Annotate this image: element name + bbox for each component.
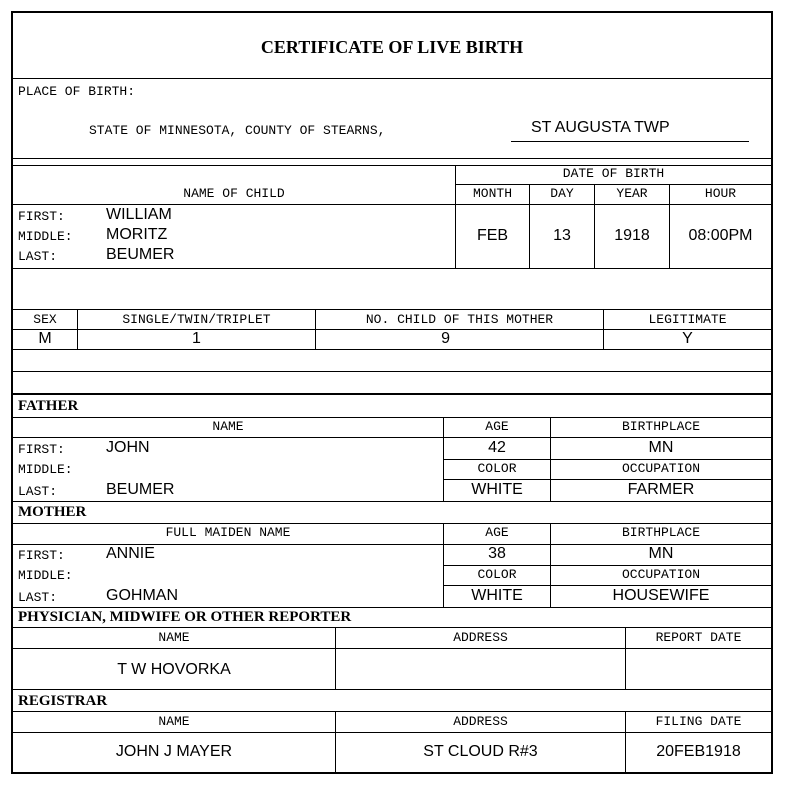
father-age-header: AGE [485,419,509,434]
divider [13,165,771,166]
physician-section-title: PHYSICIAN, MIDWIFE OR OTHER REPORTER [18,609,352,625]
divider [443,417,444,501]
child-last-name: BEUMER [106,246,175,263]
father-middle-label: MIDDLE: [18,462,73,477]
divider [443,565,771,566]
father-last-label: LAST: [18,484,58,499]
divider [443,585,771,586]
divider [335,711,336,772]
registrar-name-header: NAME [158,714,190,729]
father-first-label: FIRST: [18,442,65,457]
divider [13,689,771,690]
mother-occupation-header: OCCUPATION [621,567,700,582]
sex-header: SEX [33,312,57,327]
divider [669,184,670,268]
divider [455,184,771,185]
registrar-date-header: FILING DATE [655,714,742,729]
birth-certificate [11,11,773,774]
divider [13,711,771,712]
father-birthplace: MN [648,439,674,456]
registrar-filing-date: 20FEB1918 [656,743,741,760]
child-number-header: NO. CHILD OF THIS MOTHER [365,312,554,327]
physician-date-header: REPORT DATE [655,630,742,645]
registrar-section-title: REGISTRAR [18,693,108,709]
mother-birthplace: MN [648,545,674,562]
father-section-title: FATHER [18,398,79,414]
mother-age-header: AGE [485,525,509,540]
child-first-name: WILLIAM [106,206,172,223]
divider [315,309,316,349]
child-name-header: NAME OF CHILD [183,186,285,201]
dob-hour: 08:00PM [688,227,753,244]
dob-year-header: YEAR [616,186,648,201]
father-age: 42 [488,439,506,456]
divider [550,417,551,501]
divider [13,371,771,372]
divider [594,184,595,268]
divider [443,523,444,607]
physician-name-header: NAME [158,630,190,645]
mother-first-name: ANNIE [106,545,155,562]
dob-day-header: DAY [550,186,574,201]
divider [13,349,771,350]
mother-section-title: MOTHER [18,504,87,520]
father-first-name: JOHN [106,439,150,456]
divider [443,479,771,480]
father-color-header: COLOR [477,461,517,476]
divider [13,158,771,159]
mother-occupation: HOUSEWIFE [612,587,710,604]
mother-birthplace-header: BIRTHPLACE [621,525,700,540]
divider [13,393,771,395]
dob-year: 1918 [614,227,650,244]
physician-name: T W HOVORKA [117,661,231,678]
mother-last-name: GOHMAN [106,587,178,604]
mother-first-label: FIRST: [18,548,65,563]
registrar-name: JOHN J MAYER [115,743,233,760]
divider [13,78,771,79]
divider [13,732,771,733]
divider [13,437,771,438]
divider [13,268,771,269]
registrar-address: ST CLOUD R#3 [423,743,538,760]
divider [550,523,551,607]
divider [13,648,771,649]
mother-color-header: COLOR [477,567,517,582]
divider [13,417,771,418]
divider [13,204,771,205]
child-last-label: LAST: [18,249,58,264]
place-state-county: STATE OF MINNESOTA, COUNTY OF STEARNS, [89,123,386,138]
mother-age: 38 [488,545,506,562]
dob-month: FEB [476,227,509,244]
father-occupation: FARMER [627,481,695,498]
divider [455,165,456,268]
divider [603,309,604,349]
divider [77,309,78,349]
certificate-title: CERTIFICATE OF LIVE BIRTH [260,37,524,57]
child-number-value: 9 [441,330,450,347]
dob-day: 13 [553,227,571,244]
multiple-value: 1 [192,330,201,347]
place-township: ST AUGUSTA TWP [531,119,670,136]
mother-middle-label: MIDDLE: [18,568,73,583]
father-color: WHITE [471,481,523,498]
father-last-name: BEUMER [106,481,175,498]
child-middle-name: MORITZ [106,226,168,243]
divider [529,184,530,268]
divider [443,459,771,460]
divider [13,607,771,608]
registrar-address-header: ADDRESS [453,714,508,729]
divider [13,501,771,502]
divider [13,309,771,310]
divider [625,627,626,689]
child-first-label: FIRST: [18,209,65,224]
dob-header: DATE OF BIRTH [562,166,665,181]
township-underline [511,141,749,142]
multiple-header: SINGLE/TWIN/TRIPLET [122,312,271,327]
mother-color: WHITE [471,587,523,604]
legitimate-value: Y [682,330,693,347]
father-occupation-header: OCCUPATION [621,461,700,476]
dob-month-header: MONTH [472,186,512,201]
mother-last-label: LAST: [18,590,58,605]
sex-value: M [38,330,52,347]
father-name-header: NAME [212,419,244,434]
divider [625,711,626,772]
child-middle-label: MIDDLE: [18,229,73,244]
father-birthplace-header: BIRTHPLACE [621,419,700,434]
physician-address-header: ADDRESS [453,630,508,645]
mother-name-header: FULL MAIDEN NAME [165,525,291,540]
dob-hour-header: HOUR [704,186,737,201]
divider [335,627,336,689]
legitimate-header: LEGITIMATE [648,312,727,327]
divider [13,627,771,628]
divider [13,523,771,524]
place-of-birth-label: PLACE OF BIRTH: [18,84,136,99]
